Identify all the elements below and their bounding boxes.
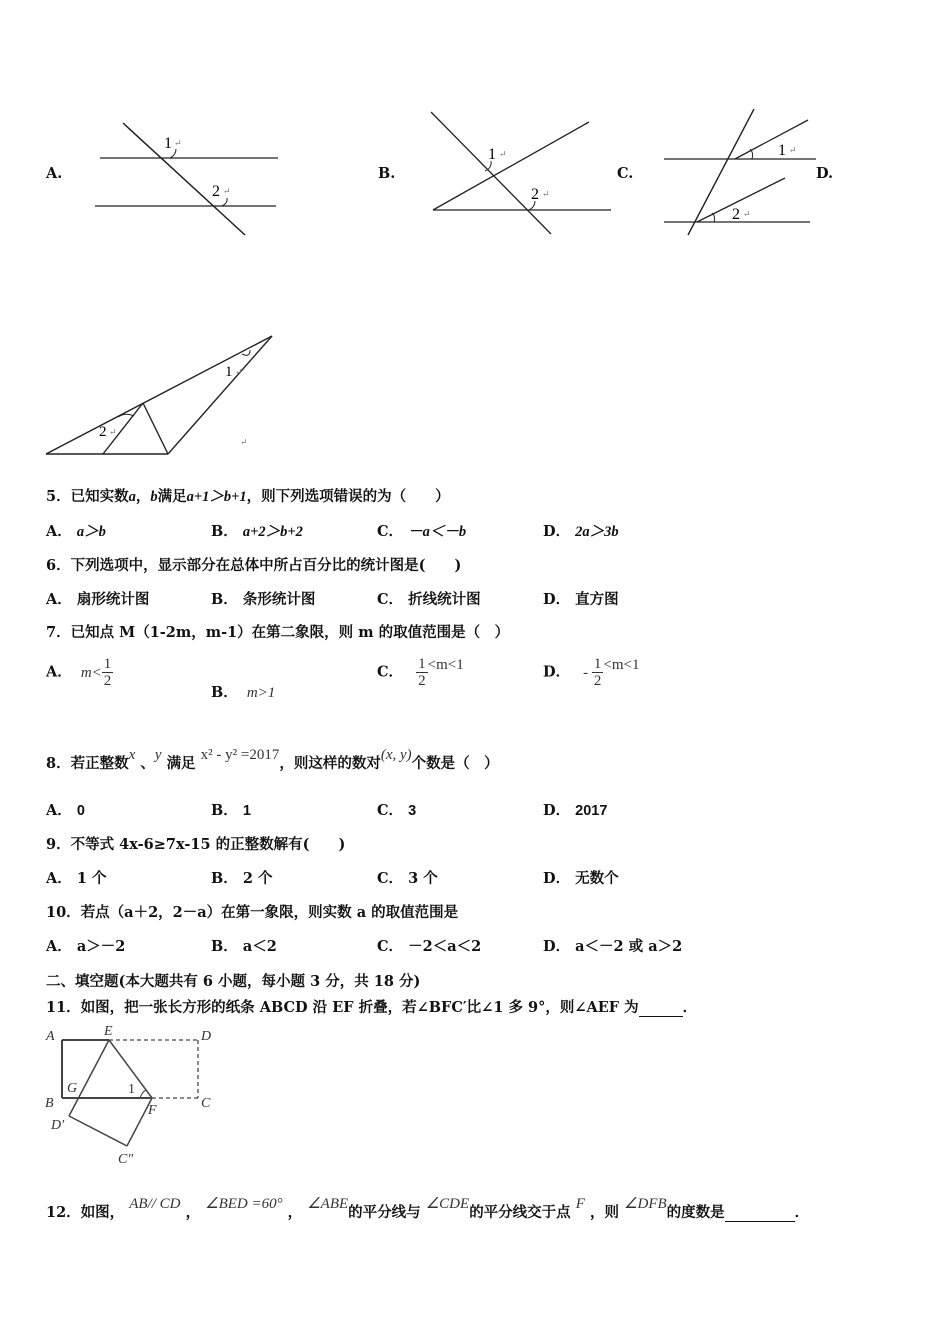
- angle-label-2: 2: [212, 183, 220, 200]
- return-mark: ↵: [109, 427, 117, 437]
- option-letter: D．: [543, 938, 571, 955]
- q8-option-c[interactable]: [377, 799, 416, 820]
- option-letter: B．: [211, 938, 238, 955]
- question-number: 5．: [46, 488, 71, 505]
- option-label-a: A.: [46, 165, 63, 182]
- question-text: 的平分线交于点: [469, 1204, 571, 1221]
- question-end: ．: [794, 1204, 810, 1221]
- math-expression: ∠ABE: [307, 1196, 349, 1212]
- variable-a: a: [128, 489, 136, 505]
- option-text: 2a＞3b: [575, 524, 619, 540]
- question-text: 不等式 4x-6≥7x-15 的正整数解有( ): [70, 836, 346, 853]
- return-mark: ↵: [542, 189, 550, 199]
- angle-arc-2: [222, 198, 227, 206]
- option-letter: B．: [211, 591, 238, 608]
- option-text: 无数个: [575, 870, 619, 887]
- option-math: m<: [80, 664, 102, 681]
- variable-b: b: [150, 489, 158, 505]
- option-letter: D．: [543, 663, 571, 681]
- option-text: a＜－2 或 a＞2: [575, 938, 683, 955]
- return-mark: ↵: [789, 145, 797, 155]
- q10-option-d[interactable]: [543, 935, 682, 956]
- answer-blank[interactable]: [639, 999, 683, 1017]
- q6-option-d[interactable]: [543, 588, 619, 609]
- q9-option-c[interactable]: [377, 867, 438, 888]
- angle-label-1: 1: [164, 135, 172, 152]
- figure-d: [40, 330, 285, 460]
- option-label-b: B.: [378, 165, 396, 182]
- option-text: －a＜－b: [408, 524, 467, 540]
- option-text: 2017: [575, 803, 608, 819]
- point-c-prime: C″: [118, 1152, 134, 1167]
- point-g: G: [67, 1081, 78, 1096]
- option-letter: C．: [377, 938, 404, 955]
- condition: a+1＞b+1: [186, 489, 247, 505]
- return-mark: ↵: [499, 149, 507, 159]
- answer-blank[interactable]: [725, 1204, 795, 1222]
- transversal-line: [123, 123, 245, 235]
- angle-label-2: 2: [732, 206, 740, 223]
- question-text: 如图，: [80, 1204, 125, 1221]
- question-number: 6．: [46, 557, 71, 574]
- option-math: -: [583, 664, 592, 681]
- question-text: 个数是（ ）: [411, 755, 499, 772]
- point-b: B: [45, 1096, 54, 1111]
- q9-option-d[interactable]: [543, 867, 619, 888]
- return-mark: ↵: [743, 209, 751, 219]
- question-7: [46, 621, 509, 642]
- option-label-c: C.: [617, 165, 634, 182]
- fraction-numerator: 1: [103, 656, 112, 672]
- option-letter: C．: [377, 591, 404, 608]
- q10-option-a[interactable]: [46, 935, 125, 956]
- return-mark: ↵: [174, 138, 182, 148]
- question-number: 12．: [46, 1204, 81, 1221]
- q5-option-b[interactable]: [211, 520, 303, 541]
- question-text: 满足: [157, 488, 187, 505]
- option-text: 0: [76, 803, 85, 819]
- q10-option-b[interactable]: [211, 935, 277, 956]
- option-math: <m<1: [603, 656, 640, 673]
- angle-label-1: 1: [488, 146, 496, 163]
- question-text: ，则这样的数对: [279, 755, 381, 772]
- q8-option-a[interactable]: [46, 799, 85, 820]
- option-letter: D．: [543, 870, 571, 887]
- question-text: 已知实数: [70, 488, 129, 505]
- question-8: [46, 747, 499, 773]
- option-text: 折线统计图: [408, 591, 481, 608]
- option-letter: A．: [46, 591, 72, 608]
- variable-y: y: [154, 747, 162, 763]
- option-letter: A．: [46, 523, 72, 540]
- question-number: 7．: [46, 624, 71, 641]
- question-text: ，则: [589, 1204, 619, 1221]
- option-letter: B．: [211, 684, 238, 701]
- return-mark: ↵: [235, 367, 243, 377]
- option-text: a＞－2: [76, 938, 126, 955]
- option-letter: D．: [543, 802, 571, 819]
- option-letter: A．: [46, 870, 72, 887]
- angle-label-2: 2: [99, 424, 107, 440]
- q5-option-a[interactable]: [46, 520, 106, 541]
- figure-b: [425, 108, 620, 238]
- point-e: E: [104, 1024, 113, 1039]
- question-6: [46, 554, 461, 575]
- q5-option-d[interactable]: [543, 520, 619, 541]
- number-pair: (x, y): [380, 747, 412, 763]
- option-text: m>1: [246, 685, 276, 701]
- question-text: ，则下列选项错误的为（ ）: [246, 488, 450, 505]
- edge-dprime-cprime: [69, 1116, 127, 1146]
- transversal-line: [431, 112, 551, 234]
- option-letter: C．: [377, 663, 404, 681]
- math-expression: ∠CDE: [425, 1196, 470, 1212]
- q8-option-b[interactable]: [211, 799, 251, 820]
- option-text: 直方图: [575, 591, 619, 608]
- right-line: [168, 336, 272, 454]
- equation: x² - y² =2017: [200, 747, 280, 763]
- angle-label-1: 1: [778, 142, 786, 159]
- option-letter: A．: [46, 663, 72, 681]
- point-f: F: [148, 1103, 157, 1118]
- question-text: 下列选项中，显示部分在总体中所占百分比的统计图是( ): [70, 557, 462, 574]
- slanted-line: [433, 122, 589, 210]
- question-10: [46, 901, 458, 922]
- math-expression: ∠BED =60°: [205, 1196, 283, 1212]
- option-math: <m<1: [427, 656, 464, 673]
- question-text: 、: [140, 755, 155, 772]
- fraction-denominator: 2: [418, 673, 426, 689]
- option-text: 1: [242, 803, 251, 819]
- q10-option-c[interactable]: [377, 935, 481, 956]
- variable-x: x: [128, 747, 136, 763]
- option-text: 3: [408, 803, 417, 819]
- point-a: A: [46, 1029, 55, 1044]
- q9-option-b[interactable]: [211, 867, 272, 888]
- option-letter: C．: [377, 523, 404, 540]
- fraction-numerator: 1: [418, 656, 426, 672]
- option-text: －2＜a＜2: [408, 938, 482, 955]
- option-text: a＜2: [242, 938, 277, 955]
- inner-line-right: [143, 403, 168, 454]
- math-expression: ∠DFB: [624, 1196, 667, 1212]
- option-text: 3 个: [408, 870, 438, 887]
- option-letter: A．: [46, 938, 72, 955]
- question-5: [46, 485, 450, 506]
- q5-option-c[interactable]: [377, 520, 466, 541]
- q6-option-c[interactable]: [377, 588, 481, 609]
- option-letter: A．: [46, 802, 72, 819]
- return-mark: ↵: [223, 186, 231, 196]
- question-12: [46, 1196, 810, 1222]
- question-text: 已知点 M（1-2m，m-1）在第二象限，则 m 的取值范围是（ ）: [70, 624, 510, 641]
- q9-option-a[interactable]: [46, 867, 106, 888]
- question-text: 的平分线与: [348, 1204, 421, 1221]
- question-11: [46, 996, 697, 1017]
- q7-option-b[interactable]: [211, 681, 275, 702]
- angle-label-2: 2: [531, 186, 539, 203]
- point-d-prime: D′: [51, 1118, 65, 1133]
- question-number: 8．: [46, 755, 71, 772]
- fraction: [416, 656, 428, 689]
- edge-ed-prime: [69, 1040, 109, 1116]
- point-d: D: [201, 1029, 212, 1044]
- q6-option-a[interactable]: [46, 588, 149, 609]
- separator: ，: [135, 488, 151, 505]
- option-letter: D．: [543, 523, 571, 540]
- option-text: a+2＞b+2: [242, 524, 303, 540]
- question-number: 9．: [46, 836, 71, 853]
- figure-c: [660, 105, 820, 240]
- q6-option-b[interactable]: [211, 588, 315, 609]
- option-label-d: D.: [816, 165, 834, 182]
- option-text: a＞b: [76, 524, 106, 540]
- figure-q11: [42, 1024, 222, 1169]
- q7-option-a[interactable]: [46, 656, 113, 689]
- q7-option-c[interactable]: [377, 656, 464, 689]
- question-text: 如图，把一张长方形的纸条 ABCD 沿 EF 折叠，若∠BFC′比∠1 多 9°，则∠AEF 为: [80, 999, 639, 1016]
- q7-option-d[interactable]: [543, 656, 639, 689]
- return-mark: ↵: [240, 437, 248, 447]
- math-expression: F: [575, 1196, 585, 1212]
- fraction-numerator: 1: [593, 656, 602, 672]
- separator: ，: [185, 1204, 201, 1221]
- option-text: 条形统计图: [242, 591, 316, 608]
- angle-label-1: 1: [128, 1082, 135, 1097]
- option-letter: B．: [211, 870, 238, 887]
- option-letter: C．: [377, 802, 404, 819]
- fraction-denominator: 2: [593, 673, 602, 689]
- question-text: 若正整数: [70, 755, 129, 772]
- fraction: [102, 656, 114, 689]
- math-expression: AB// CD: [129, 1196, 181, 1212]
- separator: ，: [287, 1204, 303, 1221]
- option-text: 2 个: [242, 870, 273, 887]
- q8-option-d[interactable]: [543, 799, 607, 820]
- question-text: 若点（a＋2，2－a）在第一象限，则实数 a 的取值范围是: [80, 904, 459, 921]
- option-text: 1 个: [76, 870, 107, 887]
- angle-label-1: 1: [225, 364, 233, 380]
- section-title: 二、填空题(本大题共有 6 小题，每小题 3 分，共 18 分): [46, 973, 421, 990]
- fraction-denominator: 2: [103, 673, 112, 689]
- figure-a: [90, 115, 290, 240]
- fraction: [592, 656, 604, 689]
- question-number: 11．: [46, 999, 81, 1016]
- question-9: [46, 833, 345, 854]
- option-letter: B．: [211, 802, 238, 819]
- option-letter: C．: [377, 870, 404, 887]
- question-text: 满足: [166, 755, 196, 772]
- angle-arc-1: [140, 1090, 146, 1098]
- slanted-line-lower: [697, 178, 785, 222]
- option-text: 扇形统计图: [76, 591, 150, 608]
- option-letter: B．: [211, 523, 238, 540]
- question-number: 10．: [46, 904, 81, 921]
- point-c: C: [201, 1096, 211, 1111]
- option-letter: D．: [543, 591, 571, 608]
- question-end: ．: [682, 999, 698, 1016]
- question-text: 的度数是: [666, 1204, 725, 1221]
